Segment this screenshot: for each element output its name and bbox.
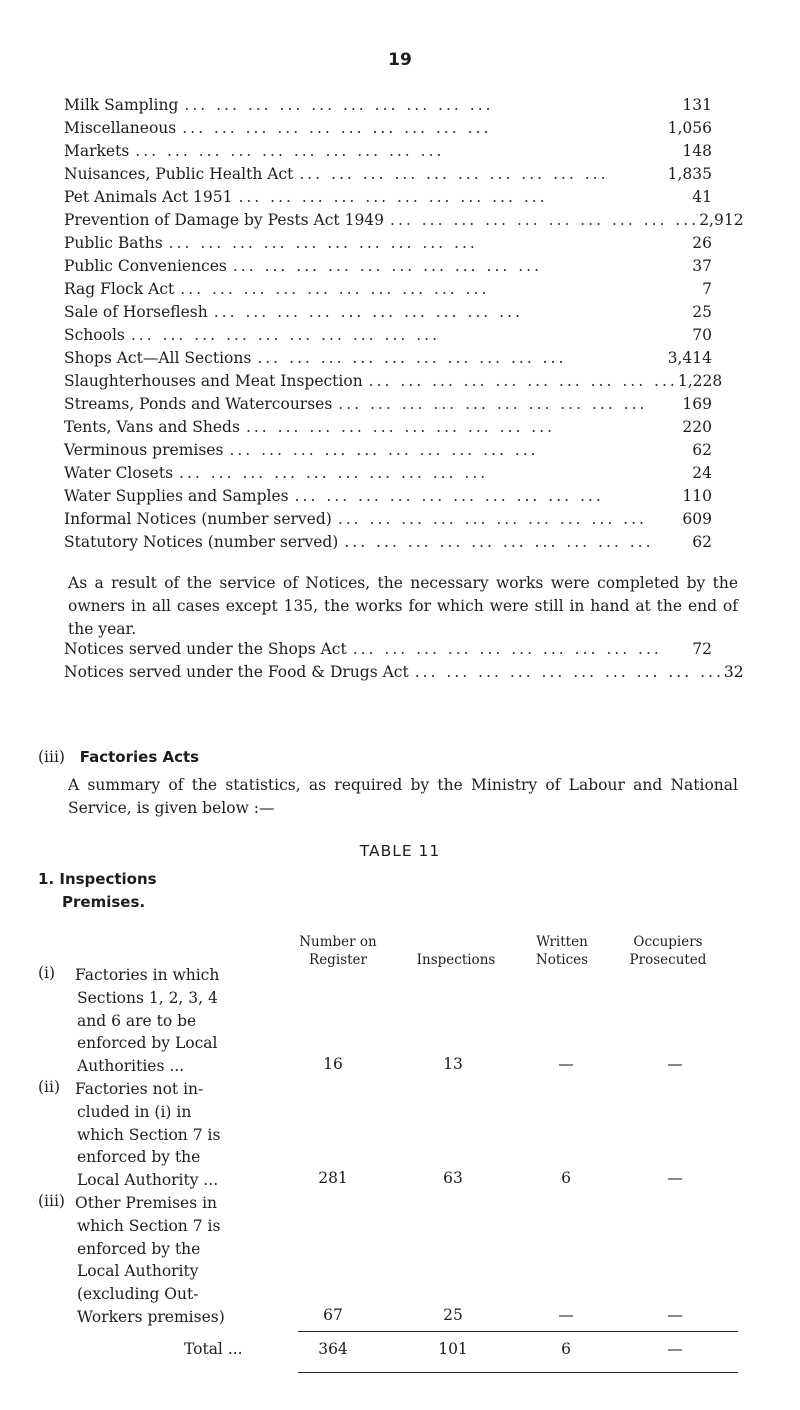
factories-acts-heading: (iii) Factories Acts: [38, 748, 200, 766]
list-item: Nuisances, Public Health Act ... ... ... ... ... ... ... ... ... ... 1,835: [64, 165, 712, 183]
list-item: Rag Flock Act ... ... ... ... ... ... ... ... ... ... 7: [64, 280, 712, 298]
list-item: Pet Animals Act 1951 ... ... ... ... ... ... ... ... ... ... 41: [64, 188, 712, 206]
list-item: Verminous premises ... ... ... ... ... ... ... ... ... ... 62: [64, 441, 712, 459]
table-section-heading: 1. Inspections: [38, 870, 157, 888]
total-top-rule: [298, 1331, 738, 1332]
list-item: Streams, Ponds and Watercourses ... ... ... ... ... ... ... ... ... ... 169: [64, 395, 712, 413]
page-number: 19: [388, 50, 412, 70]
list-item: Tents, Vans and Sheds ... ... ... ... ... ... ... ... ... ... 220: [64, 418, 712, 436]
list-item: Prevention of Damage by Pests Act 1949 ... ... ... ... ... ... ... ... ... ... 2,912: [64, 211, 744, 229]
table-title: TABLE 11: [359, 842, 441, 860]
list-item: Notices served under the Food & Drugs Act ... ... ... ... ... ... ... ... ... ... 32: [64, 663, 744, 681]
list-item: Slaughterhouses and Meat Inspection ... ... ... ... ... ... ... ... ... ... 1,228: [64, 372, 723, 390]
column-header-register: Number on Register: [299, 934, 377, 968]
column-header-notices: Written Notices: [535, 934, 589, 968]
list-item: Statutory Notices (number served) ... ... ... ... ... ... ... ... ... ... 62: [64, 533, 712, 551]
list-item: Water Closets ... ... ... ... ... ... ... ... ... ... 24: [64, 464, 712, 482]
list-item: Water Supplies and Samples ... ... ... ... ... ... ... ... ... ... 110: [64, 487, 712, 505]
table-subsection-heading: Premises.: [62, 893, 146, 911]
column-header-inspections: Inspections: [416, 952, 496, 968]
list-item: Milk Sampling ... ... ... ... ... ... ... ... ... ... 131: [64, 96, 712, 114]
total-bottom-rule: [298, 1372, 738, 1373]
list-item: Miscellaneous ... ... ... ... ... ... ... ... ... ... 1,056: [64, 119, 712, 137]
list-item: Public Conveniences ... ... ... ... ... ... ... ... ... ... 37: [64, 257, 712, 275]
list-item: Schools ... ... ... ... ... ... ... ... ... ... 70: [64, 326, 712, 344]
notices-paragraph: As a result of the service of Notices, the necessary works were completed by the owners in all cases except 135, the works for which were still in hand at the end of the year.: [68, 574, 738, 638]
inspection-statistics-list: [64, 96, 744, 556]
factories-paragraph: A summary of the statistics, as required by the Ministry of Labour and National Service, is given below :—: [68, 776, 738, 817]
list-item: Markets ... ... ... ... ... ... ... ... ... ... 148: [64, 142, 712, 160]
list-item: Sale of Horseflesh ... ... ... ... ... ... ... ... ... ... 25: [64, 303, 712, 321]
list-item: Public Baths ... ... ... ... ... ... ... ... ... ... 26: [64, 234, 712, 252]
column-header-prosecuted: Occupiers Prosecuted: [629, 934, 707, 968]
list-item: Notices served under the Shops Act ... ... ... ... ... ... ... ... ... ... 72: [64, 640, 712, 658]
notices-served-list: [64, 640, 744, 686]
list-item: Informal Notices (number served) ... ... ... ... ... ... ... ... ... ... 609: [64, 510, 712, 528]
list-item: Shops Act—All Sections ... ... ... ... ... ... ... ... ... ... 3,414: [64, 349, 712, 367]
